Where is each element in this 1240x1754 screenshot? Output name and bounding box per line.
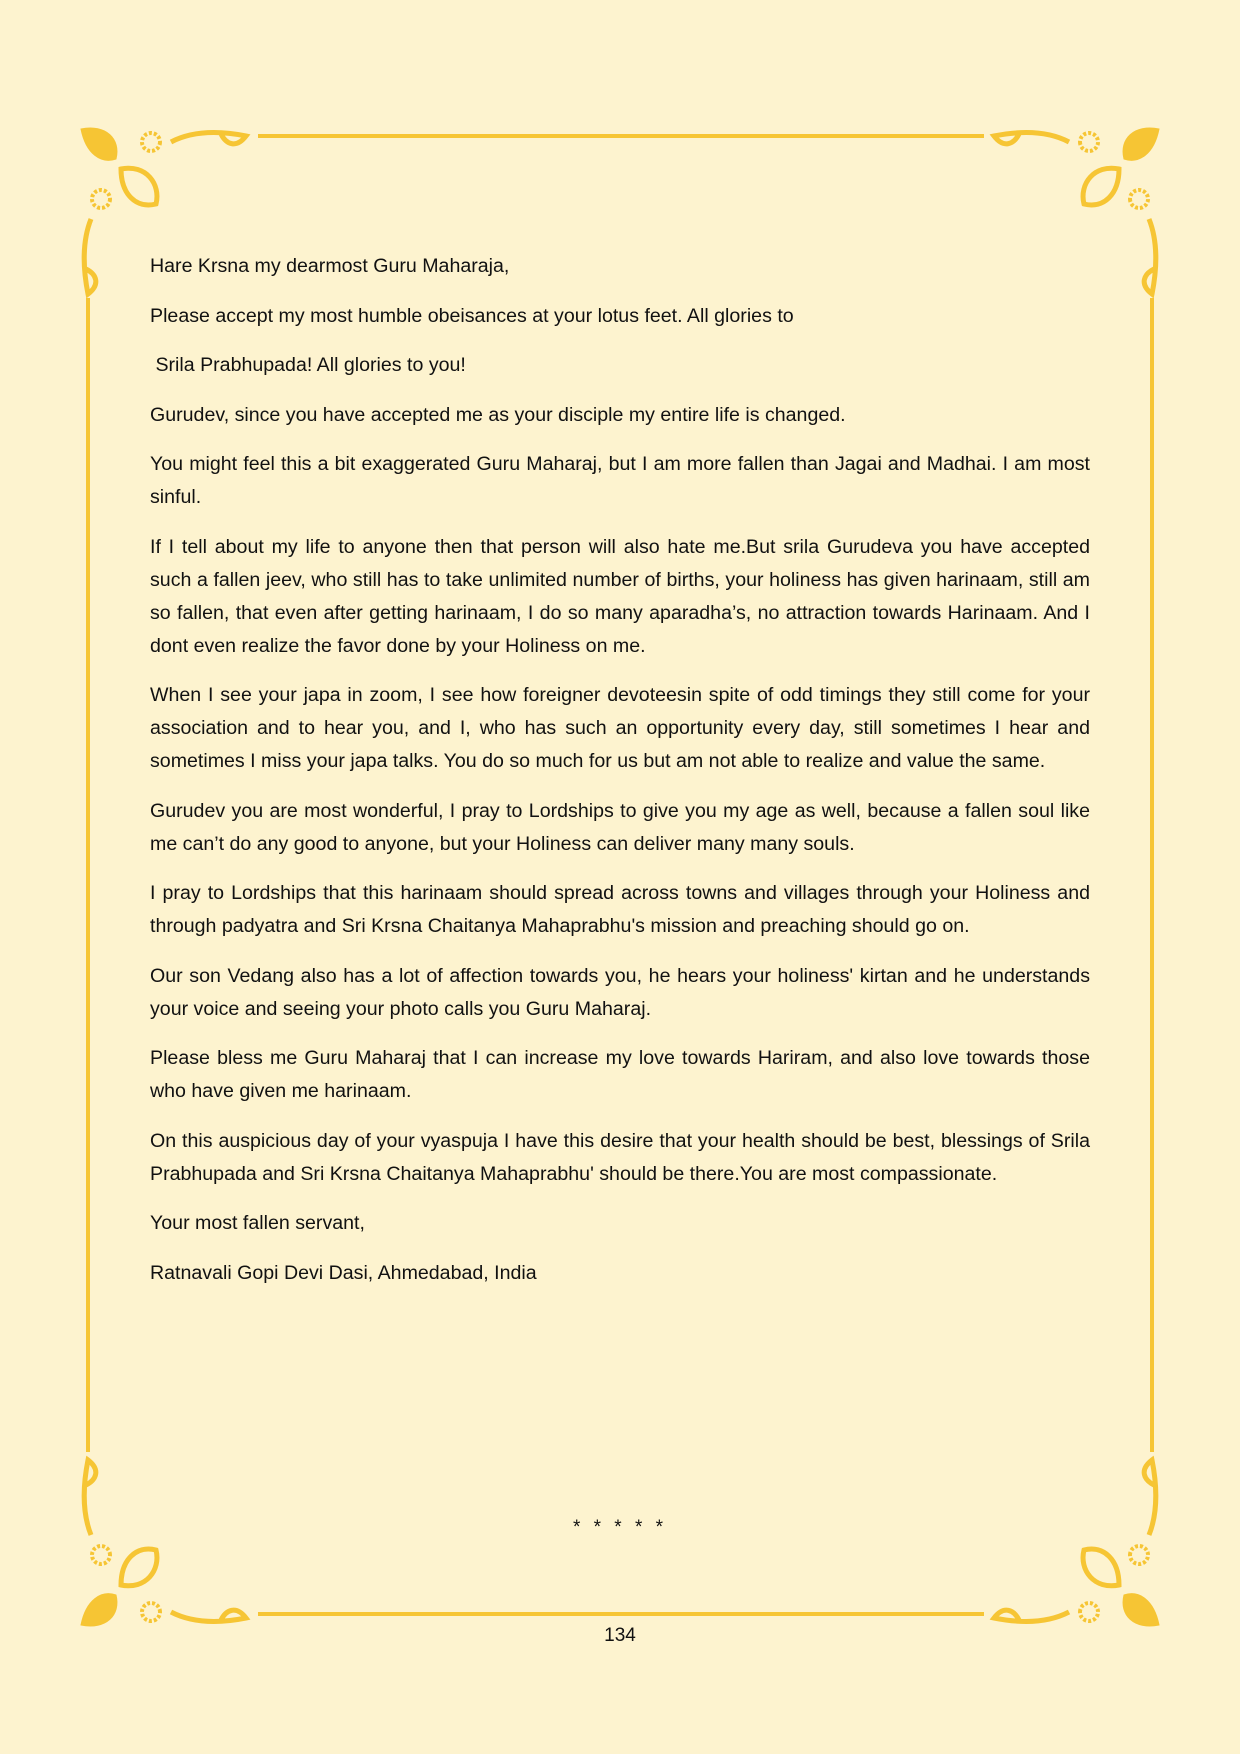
paragraph: Gurudev, since you have accepted me as your disciple my entire life is changed. [150, 403, 846, 426]
paragraph: Srila Prabhupada! All glories to you! [150, 354, 466, 376]
paragraph: I pray to Lordships that this harinaam should spread across towns and villages through your Holiness and through padyatra and Sri Krsna Chaitanya Mahaprabhu's mission and preaching should go on. [150, 882, 1090, 937]
corner-ornament-icon [76, 1450, 256, 1630]
paragraph: Please bless me Guru Maharaj that I can increase my love towards Hariram, and also love towards those who have given me harinaam. [150, 1047, 1090, 1102]
border-right [1150, 298, 1154, 1452]
salutation: Hare Krsna my dearmost Guru Maharaja, [150, 255, 510, 277]
paragraph: On this auspicious day of your vyaspuja I have this desire that your health should be best, blessings of Srila Prabhupada and Sri Krsna Chaitanya Mahaprabhu' should be there.You are most compassionate. [150, 1129, 1090, 1185]
paragraph: Gurudev you are most wonderful, I pray to Lordships to give you my age as well, because a fallen soul like me can’t do any good to anyone, but your Holiness can deliver many many souls. [150, 799, 1090, 855]
paragraph: If I tell about my life to anyone then that person will also hate me.But srila Gurudeva you have accepted such a fallen jeev, who still has to take unlimited number of births, your holiness has given harinaam, still am so fallen, that even after getting harinaam, I do so many aparadha’s, no attraction towards Harinaam. And I dont even realize the favor done by your Holiness on me. [150, 535, 1090, 657]
closing: Your most fallen servant, [150, 1212, 365, 1234]
border-bottom [258, 1612, 984, 1616]
border-top [258, 134, 984, 138]
page-number: 134 [604, 1625, 636, 1646]
paragraph: Our son Vedang also has a lot of affection towards you, he hears your holiness' kirtan and he understands your voice and seeing your photo calls you Guru Maharaj. [150, 964, 1090, 1020]
border-left [86, 298, 90, 1452]
paragraph: You might feel this a bit exaggerated Guru Maharaj, but I am more fallen than Jagai and Madhai. I am most sinful. [150, 453, 1090, 508]
corner-ornament-icon [984, 1450, 1164, 1630]
section-separator: * * * * * [572, 1517, 668, 1538]
paragraph: When I see your japa in zoom, I see how foreigner devoteesin spite of odd timings they still come for your association and to hear you, and I, who has such an opportunity every day, still sometimes I hear and sometimes I miss your japa talks. You do so much for us but am not able to realize and value the same. [150, 684, 1090, 772]
signature: Ratnavali Gopi Devi Dasi, Ahmedabad, India [150, 1261, 537, 1284]
paragraph: Please accept my most humble obeisances at your lotus feet. All glories to [150, 304, 794, 327]
letter-body [150, 250, 1090, 1306]
